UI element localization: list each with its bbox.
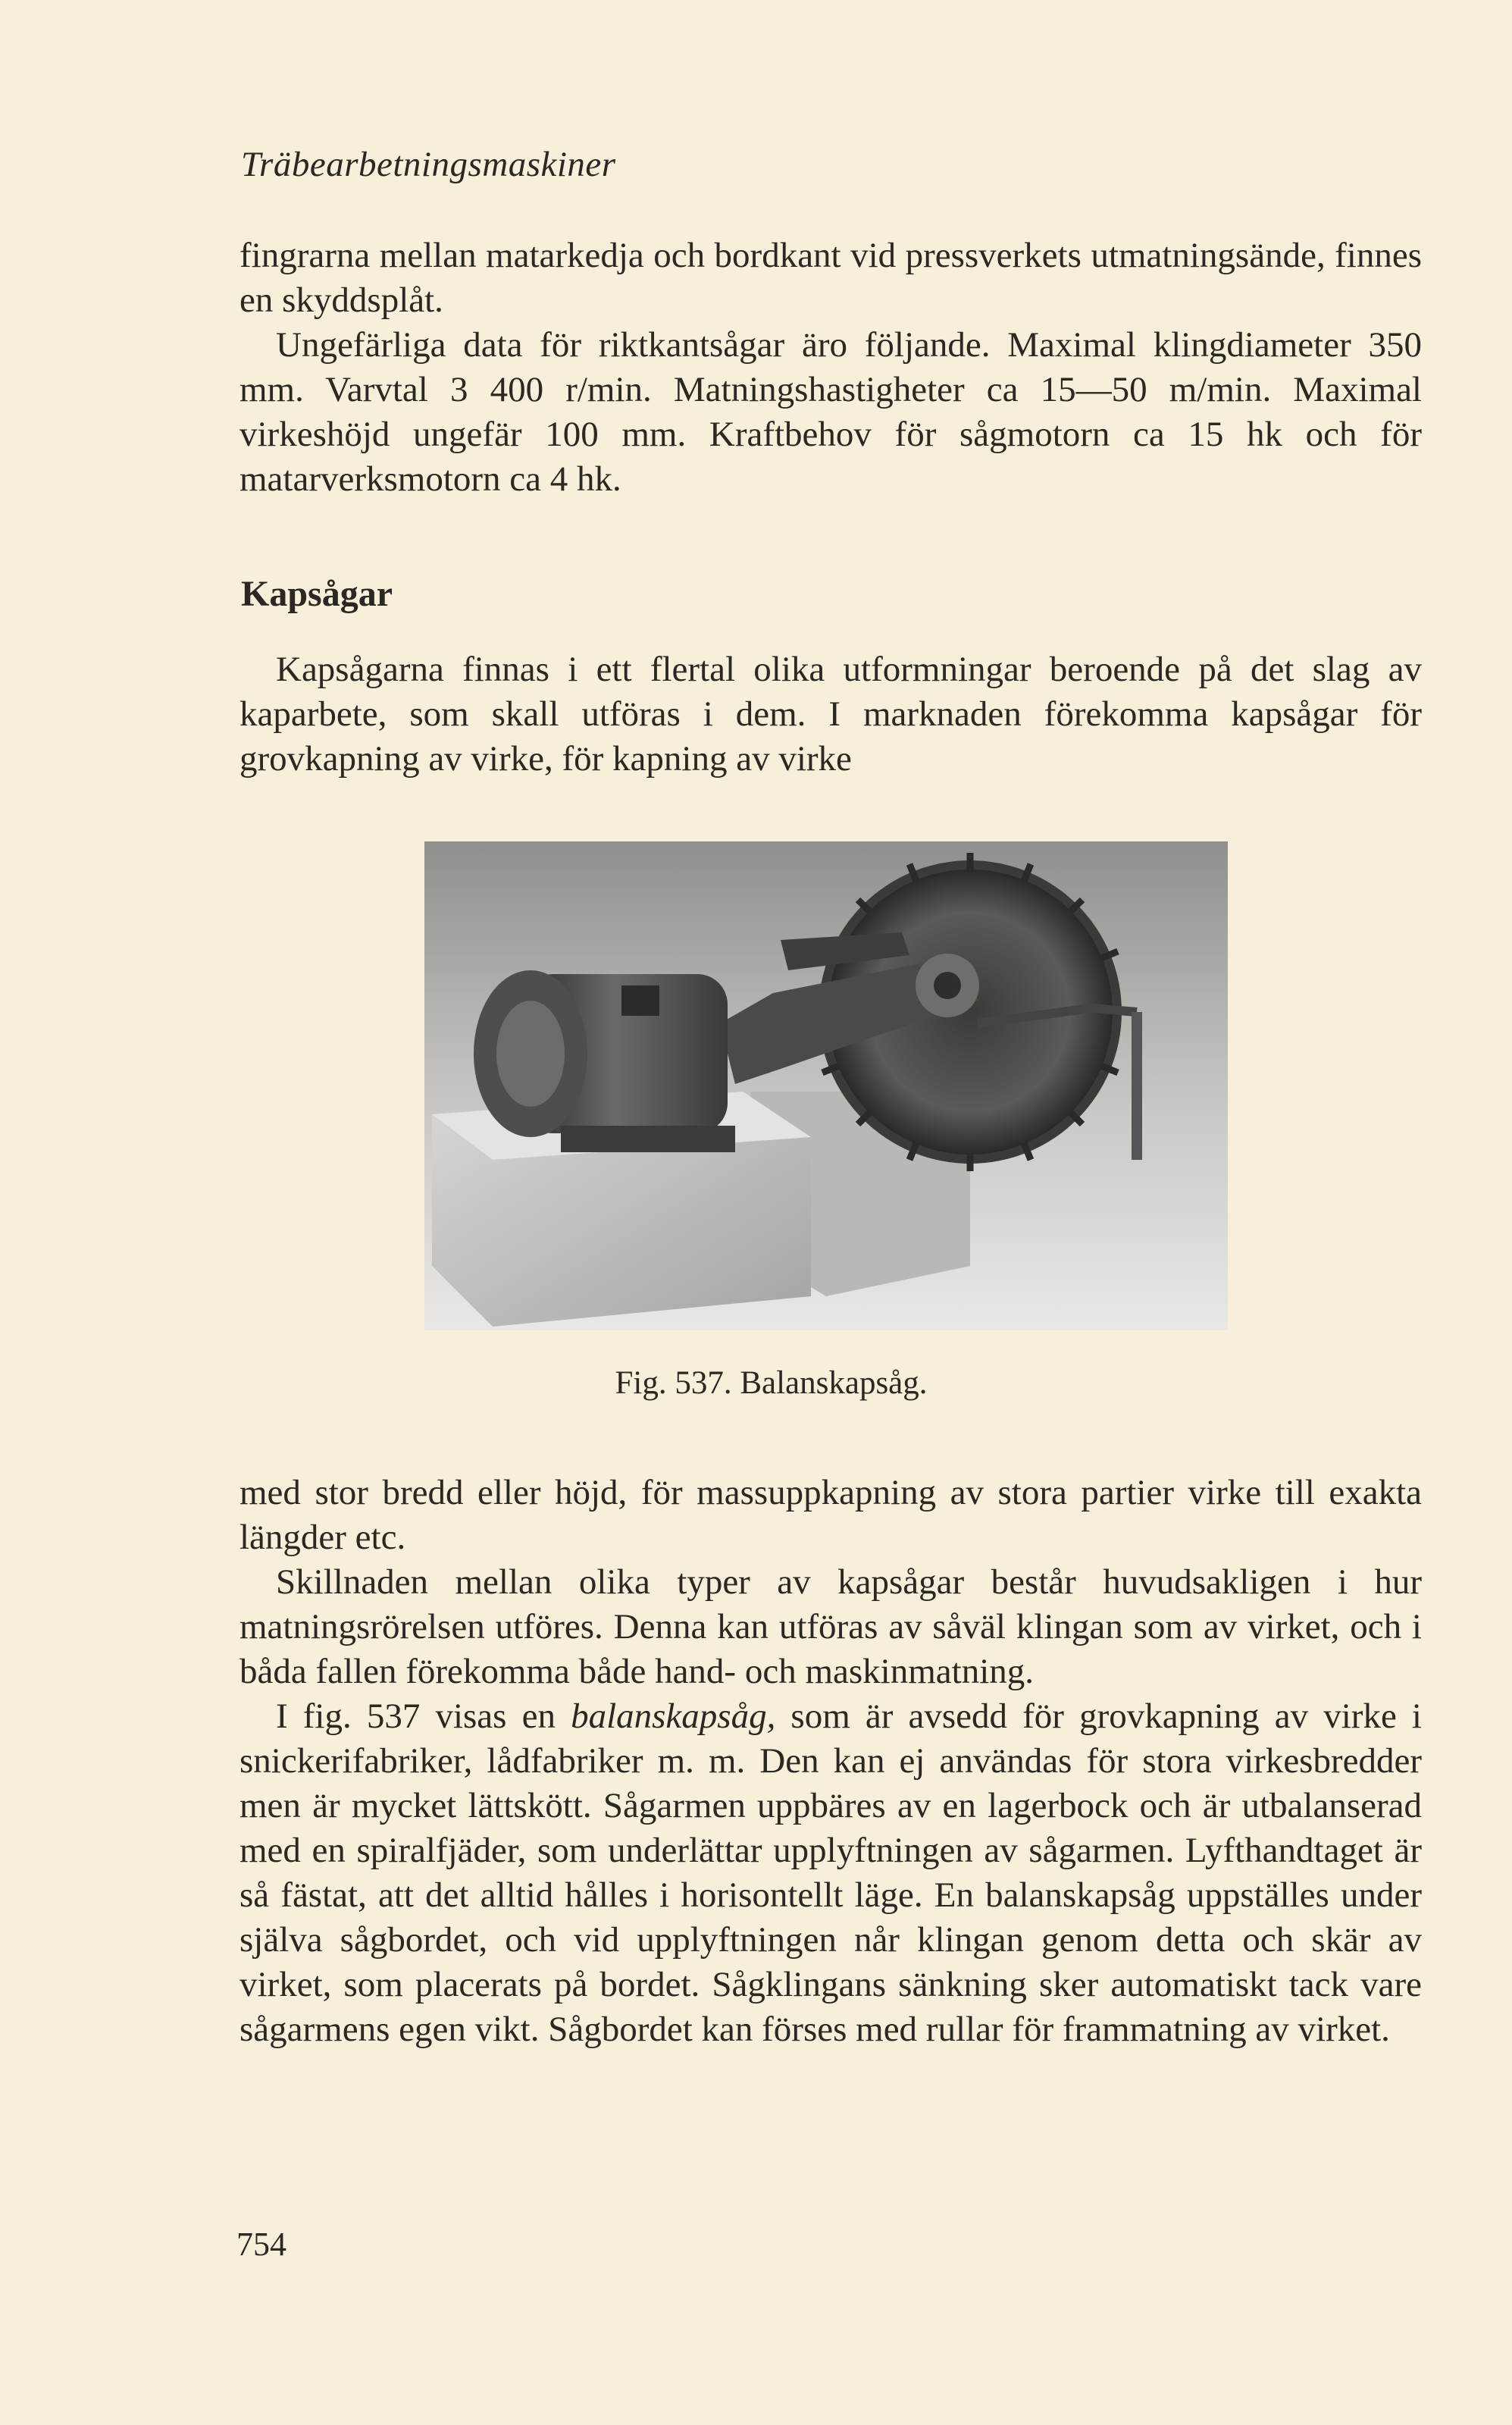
saw-illustration: [424, 841, 1228, 1330]
motor-plate: [621, 985, 659, 1016]
motor-mount: [561, 1126, 735, 1152]
paragraph-balance-saw-start: I fig. 537 visas en: [276, 1697, 571, 1736]
section-heading: Kapsågar: [241, 574, 393, 614]
figure-balance-cross-cut-saw: [424, 841, 1228, 1330]
top-text-block: [239, 233, 1422, 502]
figure-caption: Fig. 537. Balanskapsåg.: [615, 1365, 928, 1401]
paragraph-rip-saw-data: Ungefärliga data för riktkantsågar äro följande. Maximal klingdiameter 350 mm. Varvtal 3 400 r/min. Matningshastigheter ca 15—50 m/min. Maximal virkeshöjd ungefär 100 mm. Kraftbehov för sågmotorn ca 15 hk och för matarverksmotorn ca 4 hk.: [239, 325, 1422, 499]
paragraph-differences: Skillnaden mellan olika typer av kapsågar består huvudsakligen i hur matningsrörelsen utföres. Denna kan utföras av såväl klingan som av virket, och i båda fallen förekomma både hand- och maskinmatning.: [239, 1562, 1422, 1691]
bottom-text-block: [239, 1471, 1422, 2052]
paragraph-continued: med stor bredd eller höjd, för massuppkapning av stora partier virke till exakta längder etc.: [239, 1473, 1422, 1557]
running-head: Träbearbetningsmaskiner: [241, 145, 616, 184]
page-number: 754: [236, 2226, 286, 2263]
paragraph-balance-saw: [239, 1694, 1422, 2052]
paragraph-intro: Kapsågarna finnas i ett flertal olika utformningar beroende på det slag av kaparbete, som skall utföras i dem. I marknaden förekomma kapsågar för grovkapning av virke, för kapning av virke: [239, 650, 1422, 779]
term-balanskapsag: balanskapsåg,: [571, 1697, 776, 1736]
paragraph-continuation: fingrarna mellan matarkedja och bordkant vid pressverkets utmatningsände, finnes en skyddsplåt.: [239, 236, 1422, 320]
intro-text-block: [239, 647, 1422, 782]
paragraph-balance-saw-rest: som är avsedd för grovkapning av virke i snickerifabriker, lådfabriker m. m. Den kan ej användas för stora virkesbredder men är mycket lättskött. Sågarmen uppbäres av en lagerbock och är utbalanserad med en spiralfjäder, som underlättar upplyftningen av sågarmen. Lyfthandtaget är så fästat, att det alltid hålles i horisontellt läge. En balanskapsåg uppställes under själva sågbordet, och vid upplyftningen når klingan genom detta och skär av virket, som placerats på bordet. Sågklingans sänkning sker automatiskt tack vare sågarmens egen vikt. Sågbordet kan förses med rullar för frammatning av virket.: [239, 1697, 1422, 2049]
